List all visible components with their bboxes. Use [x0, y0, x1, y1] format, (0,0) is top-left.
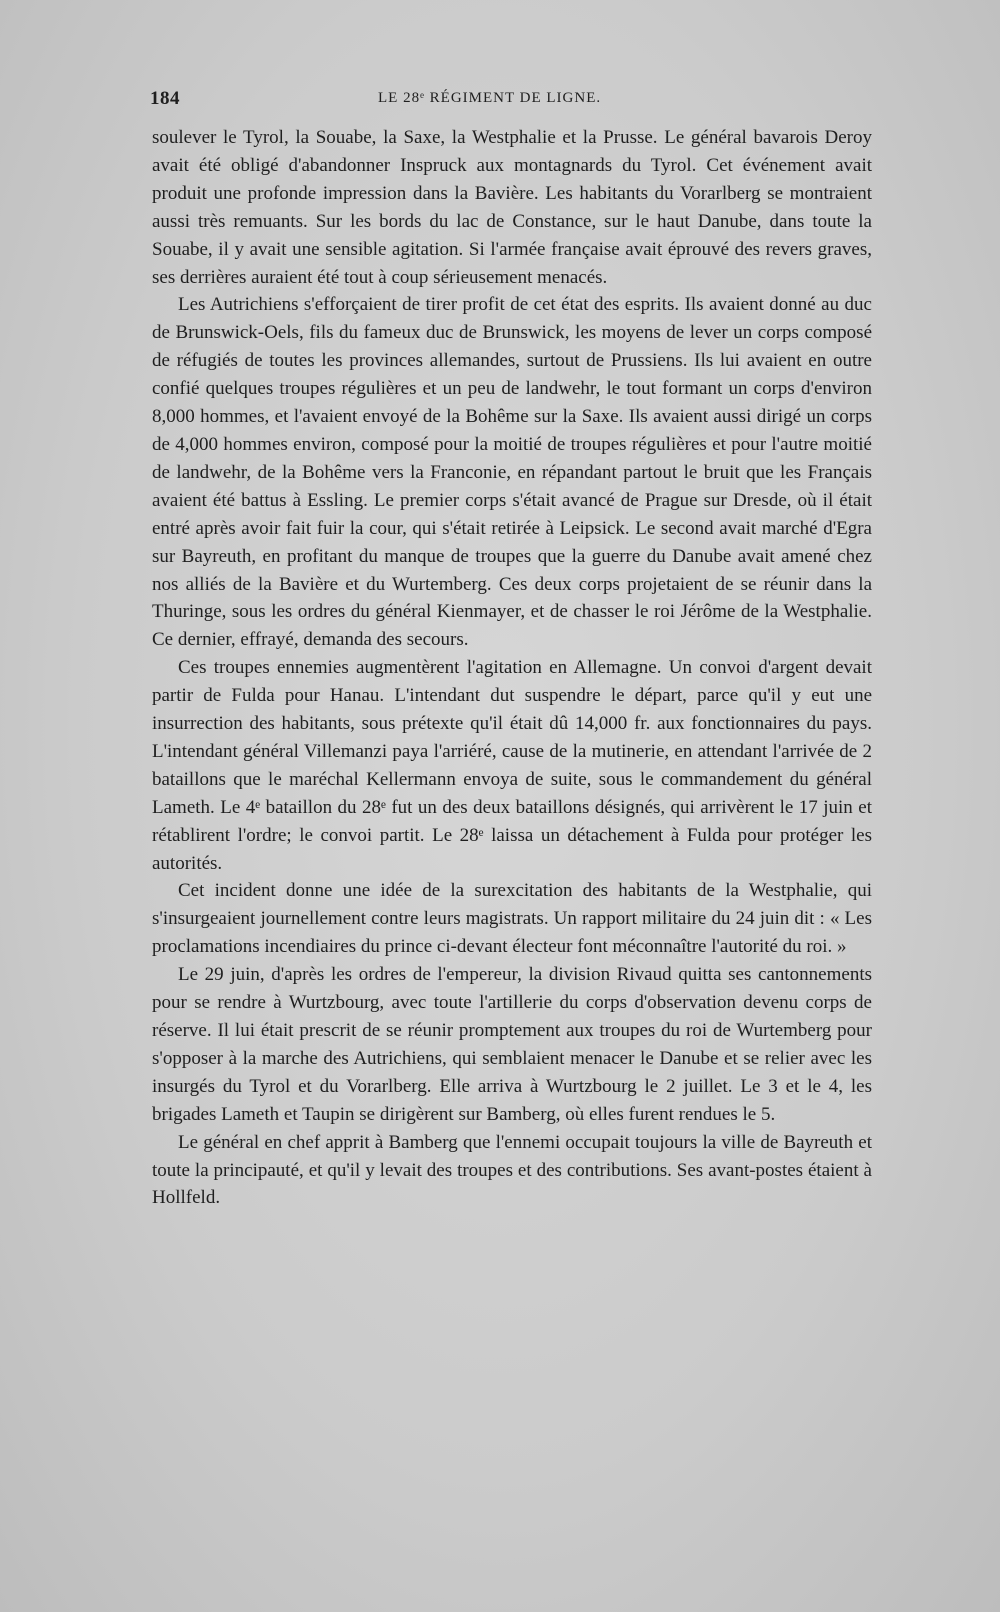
paragraph: Cet incident donne une idée de la surexcitation des habitants de la Westphalie, qui s'insurgeaient journellement contre leurs magistrats. Un rapport militaire du 24 juin dit : « Les proclamations incendiaires du prince ci-devant électeur font méconnaître l'autorité du roi. »: [152, 880, 872, 958]
paragraph: Les Autrichiens s'efforçaient de tirer profit de cet état des esprits. Ils avaient donné au duc de Brunswick-Oels, fils du fameux duc de Brunswick, les moyens de lever un corps composé de réfugiés de toutes les provinces allemandes, surtout de Prussiens. Ils lui avaient en outre confié quelques troupes régulières et un peu de landwehr, le tout formant un corps d'environ 8,000 hommes, et l'avaient envoyé de la Bohême sur la Saxe. Ils avaient aussi dirigé un corps de 4,000 hommes environ, composé pour la moitié de troupes régulières et pour l'autre moitié de landwehr, de la Bohême vers la Franconie, en répandant partout le bruit que les Français avaient été battus à Essling. Le premier corps s'était avancé de Prague sur Dresde, où il était entré après avoir fait fuir la cour, qui s'était retirée à Leipsick. Le second avait marché d'Egra sur Bayreuth, en profitant du manque de troupes que la guerre du Danube avait amené chez nos alliés de la Bavière et du Wurtemberg. Ces deux corps projetaient de se réunir dans la Thuringe, sous les ordres du général Kienmayer, et de chasser le roi Jérôme de la Westphalie. Ce dernier, effrayé, demanda des secours.: [152, 294, 872, 651]
paragraph: Le général en chef apprit à Bamberg que l'ennemi occupait toujours la ville de Bayreuth et toute la principauté, et qu'il y levait des troupes et des contributions. Ses avant-postes étaient à Hollfeld.: [152, 1131, 872, 1209]
paragraph: Le 29 juin, d'après les ordres de l'empereur, la division Rivaud quitta ses cantonnements pour se rendre à Wurtzbourg, avec toute l'artillerie du corps d'observation devenu corps de réserve. Il lui était prescrit de se réunir promptement aux troupes du roi de Wurtemberg pour s'opposer à la marche des Autrichiens, qui semblaient menacer le Danube et se relier avec les insurgés du Tyrol et du Vorarlberg. Elle arriva à Wurtzbourg le 2 juillet. Le 3 et le 4, les brigades Lameth et Taupin se dirigèrent sur Bamberg, où elles furent rendues le 5.: [152, 964, 872, 1125]
page-number: 184: [150, 88, 180, 109]
running-title: LE 28ᵉ RÉGIMENT DE LIGNE.: [378, 90, 602, 106]
page-header: [150, 88, 870, 118]
paragraph: Ces troupes ennemies augmentèrent l'agitation en Allemagne. Un convoi d'argent devait partir de Fulda pour Hanau. L'intendant dut suspendre le départ, parce qu'il y eut une insurrection des habitants, sous prétexte qu'il était dû 14,000 fr. aux fonctionnaires du pays. L'intendant général Villemanzi paya l'arriéré, cause de la mutinerie, en attendant l'arrivée de 2 bataillons que le maréchal Kellermann envoya de suite, sous le commandement du général Lameth. Le 4ᵉ bataillon du 28ᵉ fut un des deux bataillons désignés, qui arrivèrent le 17 juin et rétablirent l'ordre; le convoi partit. Le 28ᵉ laissa un détachement à Fulda pour protéger les autorités.: [152, 657, 872, 874]
body-text: [152, 124, 872, 1212]
paragraph: soulever le Tyrol, la Souabe, la Saxe, la Westphalie et la Prusse. Le général bavarois Deroy avait été obligé d'abandonner Inspruck aux montagnards du Tyrol. Cet événement avait produit une profonde impression dans la Bavière. Les habitants du Vorarlberg se montraient aussi très remuants. Sur les bords du lac de Constance, sur le haut Danube, dans toute la Souabe, il y avait une sensible agitation. Si l'armée française avait éprouvé des revers graves, ses derrières auraient été tout à coup sérieusement menacés.: [152, 127, 872, 288]
